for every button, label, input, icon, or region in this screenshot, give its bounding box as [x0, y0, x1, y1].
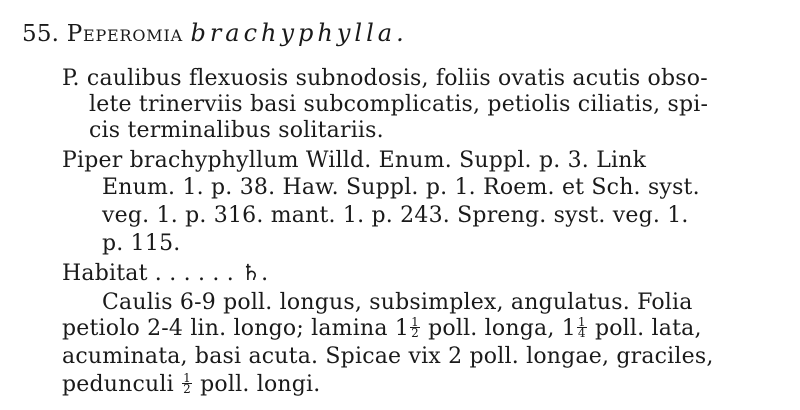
synonymy-line-1: Piper brachyphyllum Willd. Enum. Suppl. p. 3. Link	[62, 148, 647, 173]
description-line-4-part-a: pedunculi	[62, 372, 182, 397]
fraction-denominator: 2	[183, 381, 191, 396]
habitat-label: Habitat . . . . . .	[62, 261, 234, 286]
diagnosis-line-2: lete trinerviis basi subcomplicatis, petiolis ciliatis, spi-	[89, 92, 709, 117]
synonymy-line-2: Enum. 1. p. 38. Haw. Suppl. p. 1. Roem. et Sch. syst.	[102, 175, 700, 200]
description-line-1: Caulis 6-9 poll. longus, subsimplex, angulatus. Folia	[102, 290, 693, 315]
diagnosis-line-3: cis terminalibus solitariis.	[89, 118, 384, 143]
fraction-numerator: 1	[183, 370, 191, 385]
fraction-denominator: 2	[411, 325, 419, 340]
synonymy-line-4: p. 115.	[102, 231, 181, 256]
fraction-one-quarter	[577, 314, 587, 340]
fraction-numerator: 1	[577, 314, 586, 329]
species-heading	[22, 20, 408, 47]
description-line-4	[62, 372, 320, 398]
diagnosis-line-1: P. caulibus flexuosis subnodosis, foliis ovatis acutis obso-	[62, 66, 708, 91]
saturn-symbol-icon: ♄.	[241, 261, 269, 286]
fraction-denominator: 4	[577, 325, 586, 340]
description-line-2	[62, 316, 702, 342]
description-line-3: acuminata, basi acuta. Spicae vix 2 poll. longae, graciles,	[62, 344, 714, 369]
fraction-numerator: 1	[411, 314, 419, 329]
entry-number: 55.	[22, 21, 60, 47]
habitat-line	[62, 261, 268, 287]
genus-name: Peperomia	[66, 21, 183, 47]
fraction-one-half	[410, 314, 420, 340]
species-epithet: brachyphylla.	[190, 19, 408, 47]
description-line-4-part-b: poll. longi.	[192, 372, 321, 397]
synonymy-line-3: veg. 1. p. 316. mant. 1. p. 243. Spreng. syst. veg. 1.	[102, 203, 689, 228]
description-line-2-part-c: poll. lata,	[587, 316, 702, 341]
description-line-2-part-b: poll. longa, 1	[420, 316, 576, 341]
fraction-one-half	[182, 370, 192, 396]
description-line-2-part-a: petiolo 2-4 lin. longo; lamina 1	[62, 316, 410, 341]
